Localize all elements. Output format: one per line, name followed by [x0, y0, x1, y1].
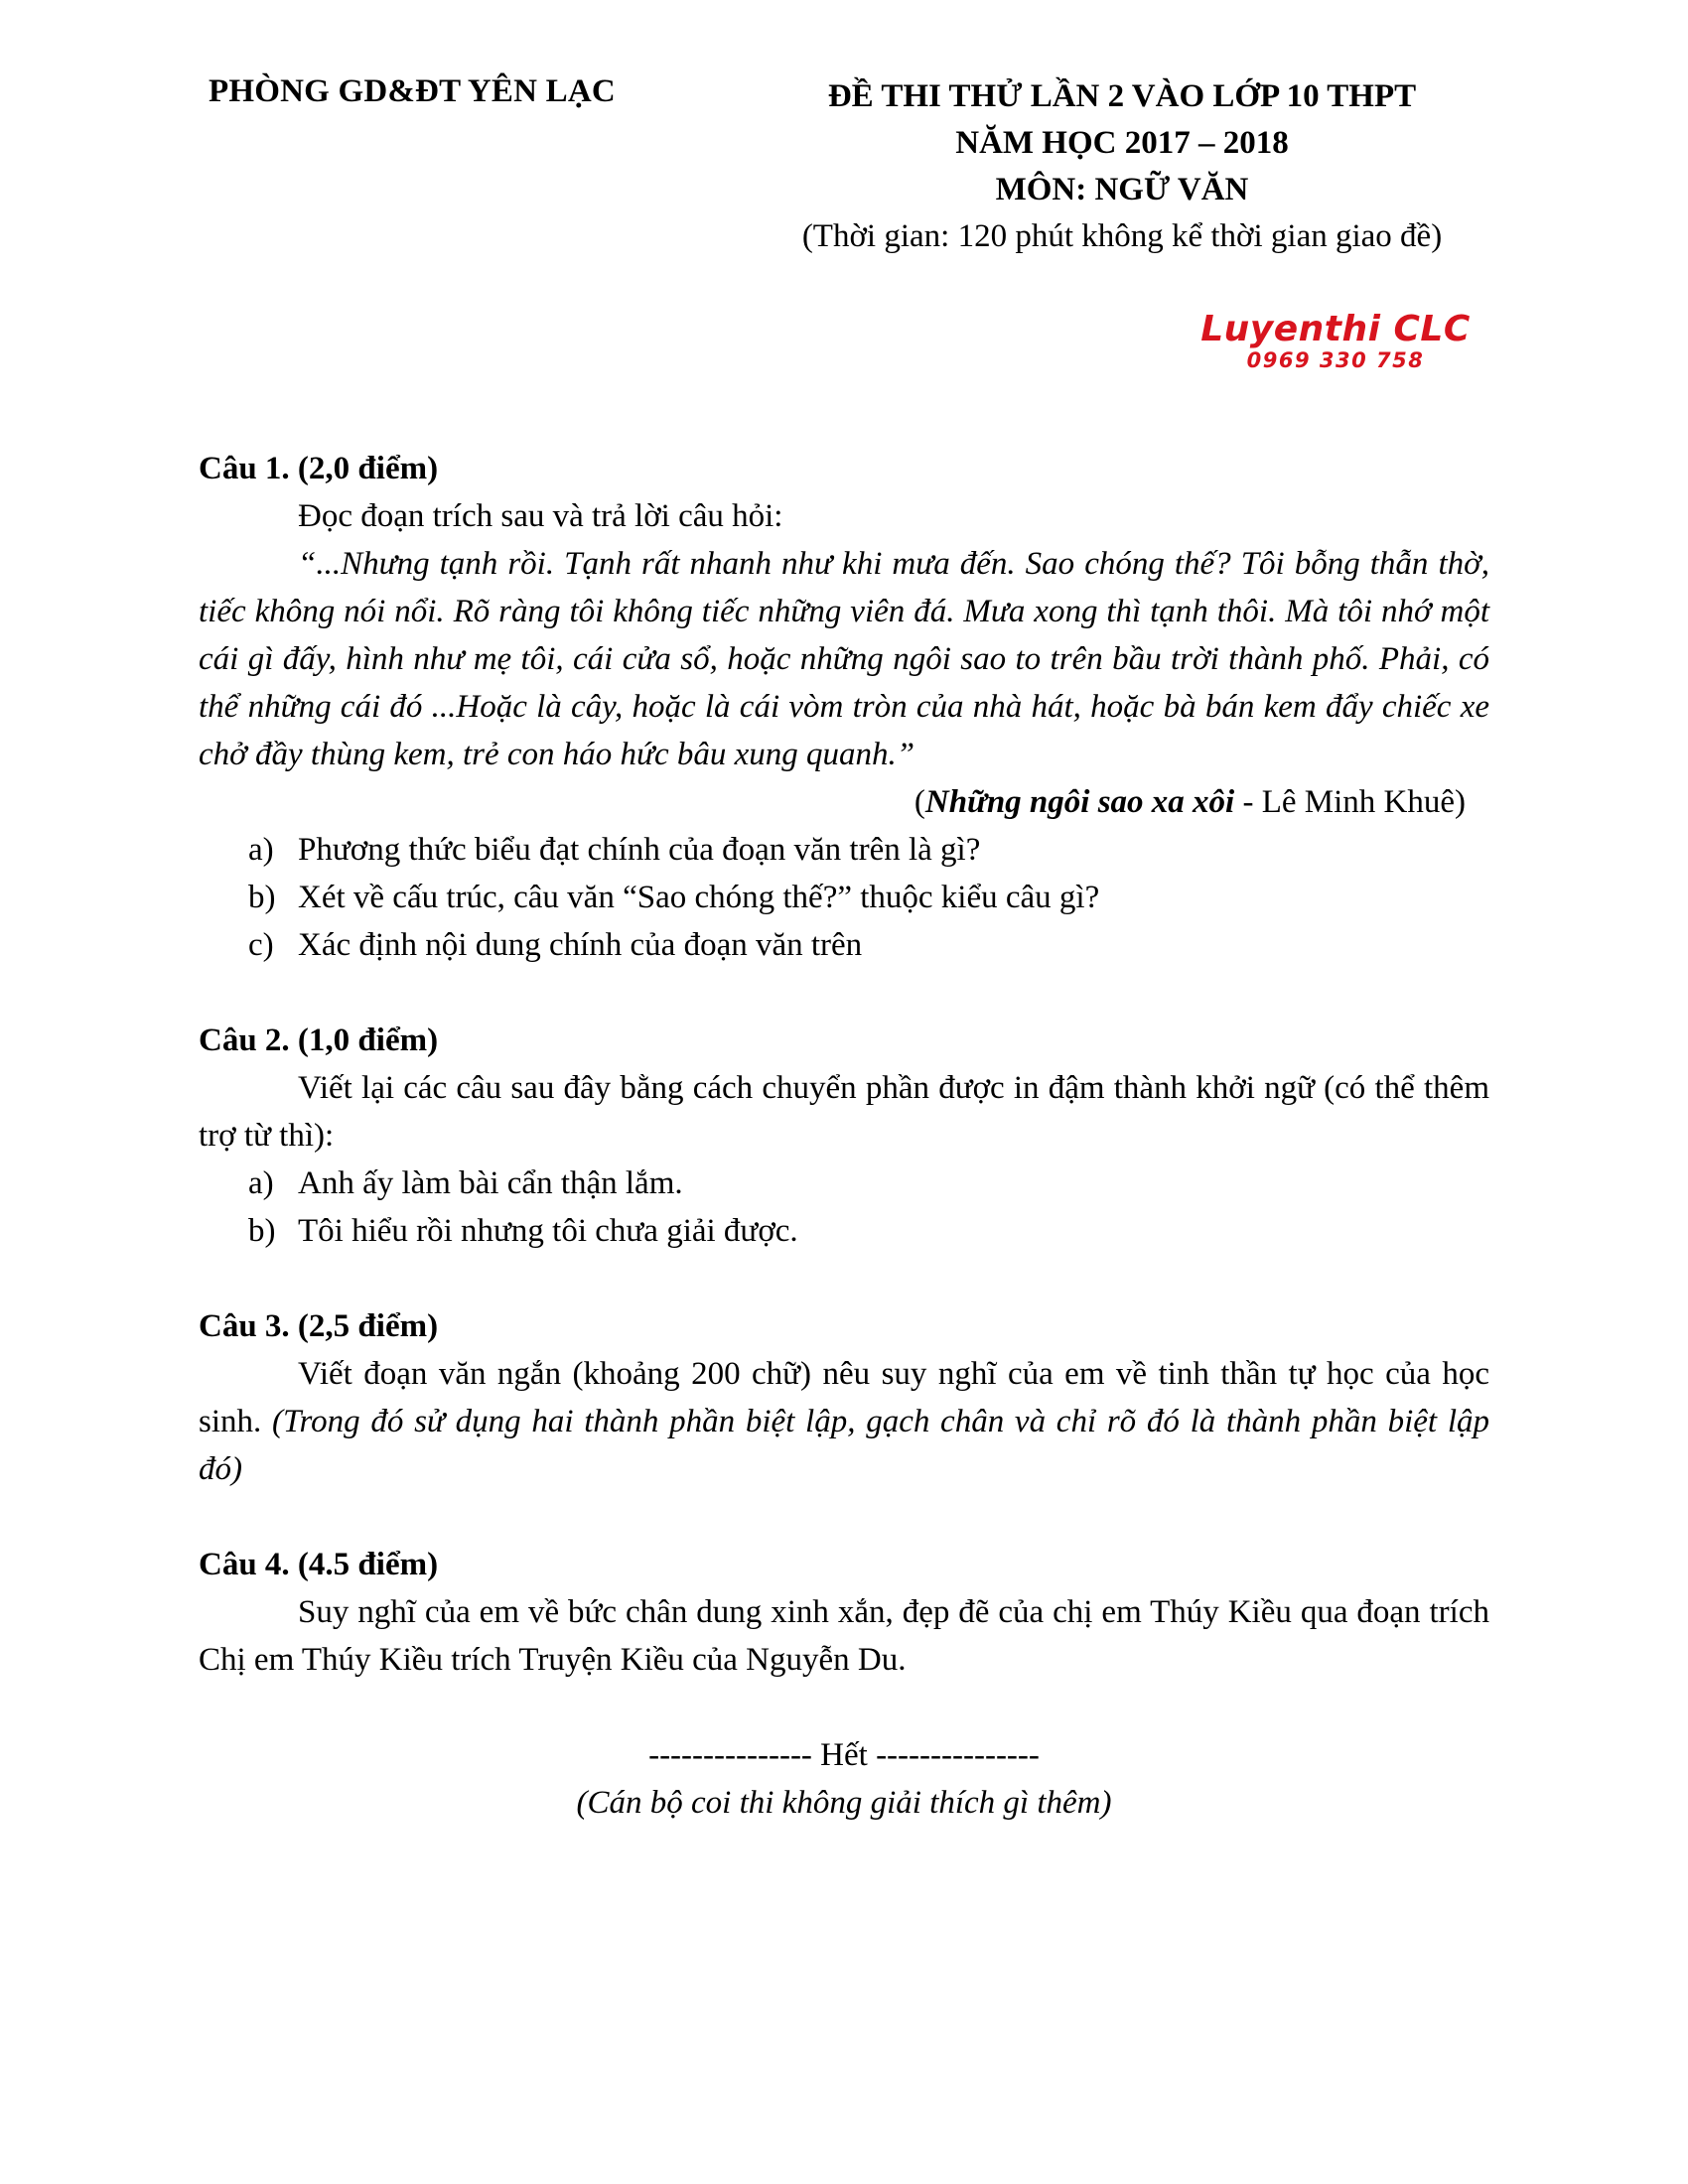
spacer [199, 1684, 1489, 1731]
source-work: Những ngôi sao xa xôi [924, 784, 1235, 820]
question-4-text: Suy nghĩ của em về bức chân dung xinh xắn, đẹp đẽ của chị em Thúy Kiều qua đoạn trích Chị em Thúy Kiều trích Truyện Kiều của Nguyễn Du. [199, 1594, 1489, 1678]
exam-content [199, 445, 1489, 1827]
source-open: ( [914, 784, 925, 820]
subject: MÔN: NGỮ VĂN [995, 172, 1249, 207]
item-text: Phương thức biểu đạt chính của đoạn văn trên là gì? [298, 832, 981, 868]
question-3 [199, 1302, 1489, 1493]
item-marker: a) [248, 832, 274, 868]
question-3-note: (Trong đó sử dụng hai thành phần biệt lập, gạch chân và chỉ rõ đó là thành phần biệt lập đó) [199, 1404, 1489, 1487]
question-4-title: Câu 4. (4.5 điểm) [199, 1547, 439, 1582]
stamp-brand: Luyenthi CLC [1200, 309, 1471, 349]
question-3-text [199, 1350, 1489, 1493]
list-item [199, 874, 1489, 921]
question-2-title: Câu 2. (1,0 điểm) [199, 1023, 439, 1058]
school-year: NĂM HỌC 2017 – 2018 [955, 125, 1289, 161]
item-marker: b) [248, 1213, 276, 1249]
list-item [199, 1160, 1489, 1207]
question-1-title: Câu 1. (2,0 điểm) [199, 451, 439, 486]
item-text: Tôi hiểu rồi nhưng tôi chưa giải được. [298, 1213, 798, 1249]
spacer [199, 1255, 1489, 1302]
list-item [199, 1207, 1489, 1255]
list-item [199, 826, 1489, 874]
footer-note: (Cán bộ coi thi không giải thích gì thêm) [576, 1785, 1112, 1821]
question-2-items [199, 1160, 1489, 1255]
exam-header [725, 73, 1519, 260]
question-1-instruction: Đọc đoạn trích sau và trả lời câu hỏi: [298, 498, 783, 534]
stamp-phone: 0969 330 758 [1246, 348, 1425, 372]
item-marker: c) [248, 927, 274, 963]
question-2 [199, 1017, 1489, 1255]
item-text: Xét về cấu trúc, câu văn “Sao chóng thế?” thuộc kiểu câu gì? [298, 880, 1100, 915]
office-name: PHÒNG GD&ĐT YÊN LẠC [209, 73, 616, 109]
question-1-passage: “...Nhưng tạnh rồi. Tạnh rất nhanh như khi mưa đến. Sao chóng thế? Tôi bỗng thẫn thờ, tiếc không nói nổi. Rõ ràng tôi không tiếc những viên đá. Mưa xong thì tạnh thôi. Mà tôi nhớ một cái gì đấy, hình như mẹ tôi, cái cửa sổ, hoặc những ngôi sao to trên bầu trời thành phố. Phải, có thể những cái đó ...Hoặc là cây, hoặc là cái vòm tròn của nhà hát, hoặc bà bán kem đẩy chiếc xe chở đầy thùng kem, trẻ con háo hức bâu xung quanh.” [199, 546, 1489, 772]
brand-stamp [1177, 310, 1494, 371]
spacer [199, 969, 1489, 1017]
question-4 [199, 1541, 1489, 1684]
list-item [199, 921, 1489, 969]
duration: (Thời gian: 120 phút không kể thời gian giao đề) [801, 218, 1443, 254]
question-1-items [199, 826, 1489, 969]
question-1-source [199, 778, 1489, 826]
item-text: Xác định nội dung chính của đoạn văn trên [298, 927, 863, 963]
exam-title: ĐỀ THI THỬ LẦN 2 VÀO LỚP 10 THPT [827, 78, 1417, 114]
question-3-body: Viết đoạn văn ngắn (khoảng 200 chữ) nêu suy nghĩ của em về tinh thần tự học của học sinh. [199, 1356, 1489, 1439]
item-text: Anh ấy làm bài cẩn thận lắm. [298, 1165, 683, 1201]
exam-footer [199, 1731, 1489, 1827]
spacer [199, 1493, 1489, 1541]
question-1 [199, 445, 1489, 969]
item-marker: b) [248, 880, 276, 915]
end-marker: --------------- Hết --------------- [648, 1737, 1040, 1773]
question-3-title: Câu 3. (2,5 điểm) [199, 1308, 439, 1344]
source-author: - Lê Minh Khuê) [1234, 784, 1466, 820]
item-marker: a) [248, 1165, 274, 1201]
question-2-instruction: Viết lại các câu sau đây bằng cách chuyển phần được in đậm thành khởi ngữ (có thể thêm trợ từ thì): [199, 1070, 1489, 1154]
